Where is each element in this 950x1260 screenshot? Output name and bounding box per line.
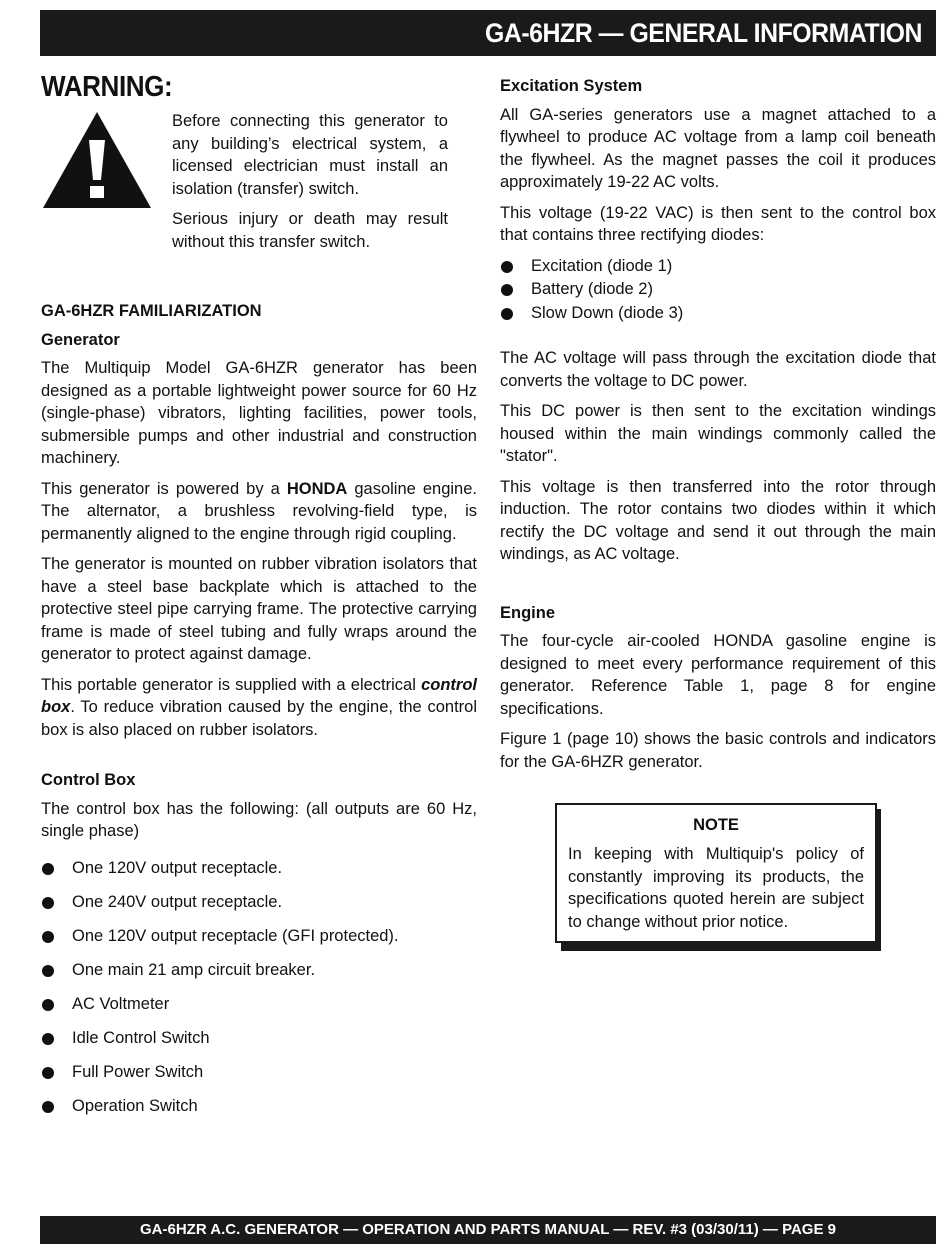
bullet-icon	[42, 931, 54, 943]
bullet-icon	[501, 284, 513, 296]
engine-paragraph-2: Figure 1 (page 10) shows the basic controls and indicators for the GA-6HZR generator.	[500, 730, 936, 771]
control-box-heading: Control Box	[41, 771, 136, 789]
control-box-list	[41, 857, 477, 1118]
note-text: In keeping with Multiquip's policy of constantly improving its products, the specifications quoted herein are subject to change without prior notice.	[568, 845, 864, 931]
bullet-icon	[42, 1101, 54, 1113]
bullet-icon	[42, 1067, 54, 1079]
note-title: NOTE	[693, 816, 739, 834]
list-item: One 120V output receptacle (GFI protected).	[41, 925, 477, 948]
diode-list	[500, 255, 936, 325]
list-item: One main 21 amp circuit breaker.	[41, 959, 477, 982]
list-item: Slow Down (diode 3)	[500, 302, 936, 325]
warning-text	[172, 110, 448, 261]
generator-heading: Generator	[41, 330, 120, 349]
generator-paragraph-4: This portable generator is supplied with a electrical control box. To reduce vibration caused by the engine, the control box is also placed on rubber isolators.	[41, 675, 477, 739]
generator-paragraph-3: The generator is mounted on rubber vibration isolators that have a steel base backplate which is attached to the protective steel pipe carrying frame. The protective carrying frame is made of steel tubing and fully wraps around the generator to protect against damage.	[41, 555, 477, 663]
warning-block	[41, 104, 477, 294]
right-column	[500, 75, 936, 781]
bullet-icon	[42, 965, 54, 977]
bullet-icon	[42, 897, 54, 909]
warning-paragraph-1: Before connecting this generator to any building’s electrical system, a licensed electrician must install an isolation (transfer) switch.	[172, 112, 448, 198]
excitation-paragraph-1: All GA-series generators use a magnet attached to a flywheel to produce AC voltage from a lamp coil beneath the flywheel. As the magnet passes the coil it produces approximately 19-22 AC volts.	[500, 105, 936, 191]
warning-paragraph-2: Serious injury or death may result without this transfer switch.	[172, 210, 448, 251]
bullet-icon	[501, 308, 513, 320]
bullet-icon	[42, 1033, 54, 1045]
generator-paragraph-2: This generator is powered by a HONDA gasoline engine. The alternator, a brushless revolving-field type, is permanently aligned to the engine through rigid coupling.	[41, 479, 477, 543]
footer-text: GA-6HZR A.C. GENERATOR — OPERATION AND PARTS MANUAL — REV. #3 (03/30/11) — PAGE 9	[140, 1221, 836, 1238]
list-item: Battery (diode 2)	[500, 278, 936, 301]
excitation-paragraph-2: This voltage (19-22 VAC) is then sent to the control box that contains three rectifying diodes:	[500, 203, 936, 244]
list-item: Operation Switch	[41, 1095, 477, 1118]
footer-bar	[40, 1216, 936, 1244]
bullet-icon	[42, 863, 54, 875]
generator-paragraph-1: The Multiquip Model GA-6HZR generator has been designed as a portable lightweight power source for 60 Hz (single-phase) vibrators, lighting facilities, power tools, submersible pumps and other industrial and construction machinery.	[41, 359, 477, 467]
list-item: Full Power Switch	[41, 1061, 477, 1084]
bullet-icon	[42, 999, 54, 1011]
control-box-intro: The control box has the following: (all outputs are 60 Hz, single phase)	[41, 799, 477, 840]
list-item: One 120V output receptacle.	[41, 857, 477, 880]
note-box	[555, 803, 875, 945]
left-column	[41, 70, 477, 1129]
list-item: Idle Control Switch	[41, 1027, 477, 1050]
familiarization-heading: GA-6HZR FAMILIARIZATION	[41, 302, 262, 320]
list-item: Excitation (diode 1)	[500, 255, 936, 278]
engine-paragraph-1: The four-cycle air-cooled HONDA gasoline engine is designed to meet every performance requirement of this generator. Reference Table 1, page 8 for engine specifications.	[500, 632, 936, 718]
list-item: One 240V output receptacle.	[41, 891, 477, 914]
excitation-paragraph-3: The AC voltage will pass through the excitation diode that converts the voltage to DC power.	[500, 349, 936, 390]
warning-title: WARNING:	[41, 71, 173, 103]
note-content	[555, 803, 877, 943]
page-title: GA-6HZR — GENERAL INFORMATION	[485, 18, 922, 48]
bullet-icon	[501, 261, 513, 273]
header-bar	[40, 10, 936, 56]
engine-heading: Engine	[500, 603, 556, 622]
warning-triangle-icon	[41, 110, 153, 210]
list-item: AC Voltmeter	[41, 993, 477, 1016]
excitation-paragraph-5: This voltage is then transferred into the rotor through induction. The rotor contains two diodes within it which rectify the DC voltage and send it out through the main windings, as AC voltage.	[500, 477, 936, 563]
excitation-paragraph-4: This DC power is then sent to the excitation windings housed within the main windings commonly called the "stator".	[500, 402, 936, 465]
excitation-heading: Excitation System	[500, 77, 643, 95]
